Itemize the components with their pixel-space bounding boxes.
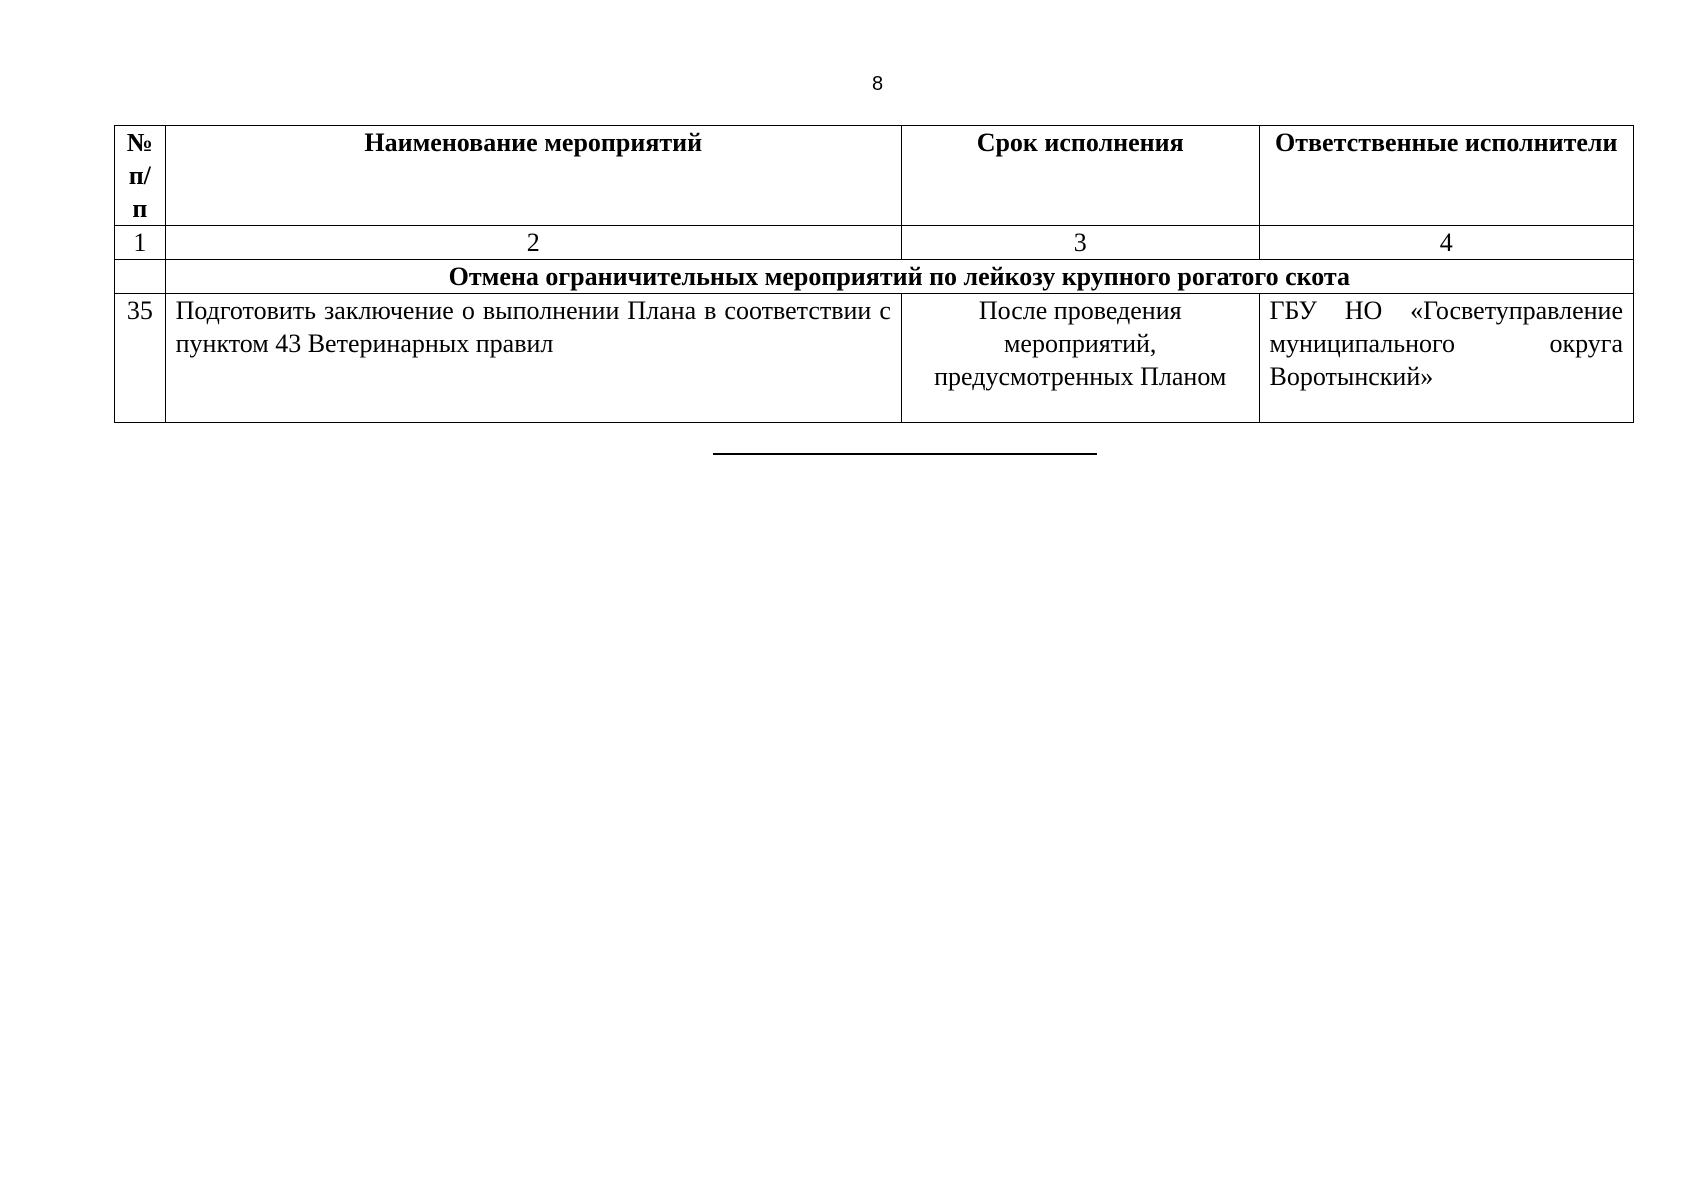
row-term: После проведения мероприятий, предусмотренных Планом (901, 294, 1259, 423)
column-number: 3 (901, 226, 1259, 260)
header-number: № п/п (115, 126, 166, 226)
header-responsible: Ответственные исполнители (1259, 126, 1634, 226)
section-empty-cell (115, 260, 166, 294)
section-row (115, 260, 1634, 294)
row-number: 35 (115, 294, 166, 423)
header-term: Срок исполнения (901, 126, 1259, 226)
table-header-row (115, 126, 1634, 226)
column-number: 2 (165, 226, 901, 260)
row-responsible: ГБУ НО «Госветуправление муниципального округа Воротынский» (1259, 294, 1634, 423)
header-name: Наименование мероприятий (165, 126, 901, 226)
row-name: Подготовить заключение о выполнении Плана в соответствии с пунктом 43 Ветеринарных правил (165, 294, 901, 423)
end-separator-line (713, 453, 1097, 455)
column-number: 4 (1259, 226, 1634, 260)
column-number-row (115, 226, 1634, 260)
table-row (115, 294, 1634, 423)
page-number: 8 (871, 73, 884, 95)
section-title: Отмена ограничительных мероприятий по лейкозу крупного рогатого скота (165, 260, 1633, 294)
column-number: 1 (115, 226, 166, 260)
plan-table (114, 125, 1634, 423)
